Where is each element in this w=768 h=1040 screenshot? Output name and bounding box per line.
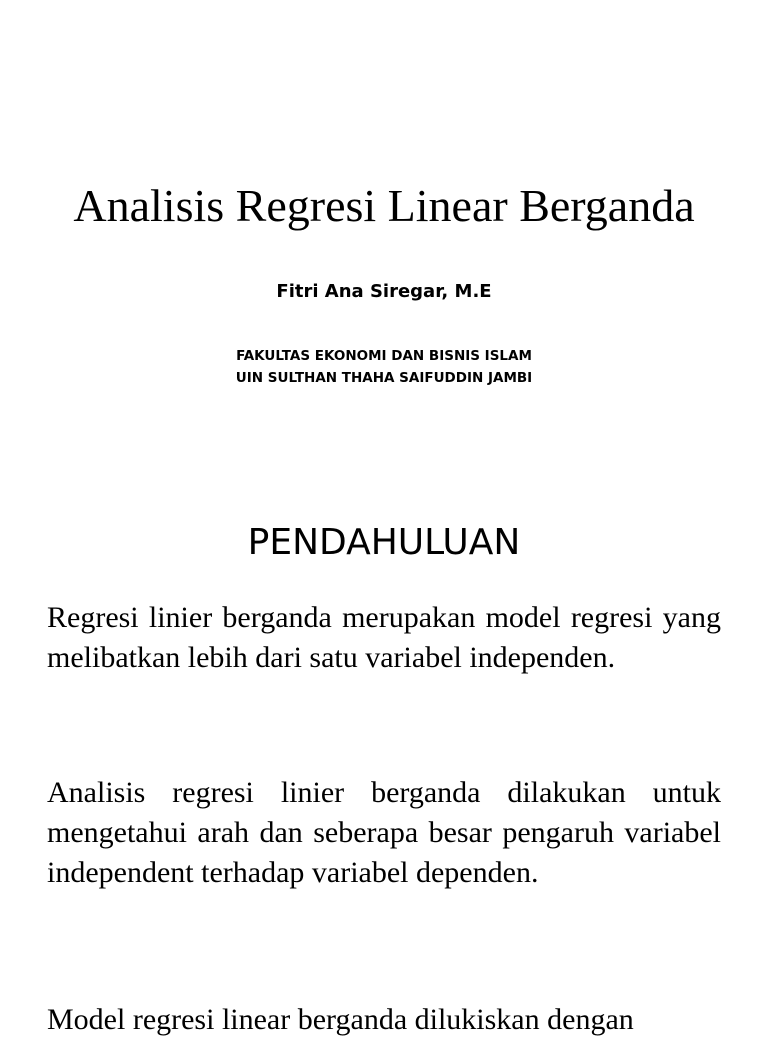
section-heading: PENDAHULUAN [247, 522, 521, 563]
institution-faculty: FAKULTAS EKONOMI DAN BISNIS ISLAM [236, 348, 532, 364]
document-title: Analisis Regresi Linear Berganda [73, 180, 695, 231]
title-slide [0, 0, 768, 470]
paragraph-purpose: Analisis regresi linier berganda dilakukan untuk mengetahui arah dan seberapa besar pengaruh variabel independent terhadap variabel dependen. [47, 776, 721, 889]
paragraph-definition: Regresi linier berganda merupakan model regresi yang melibatkan lebih dari satu variabel independen. [47, 601, 721, 674]
content-slide [0, 470, 768, 1036]
institution-university: UIN SULTHAN THAHA SAIFUDDIN JAMBI [235, 370, 533, 386]
author-name: Fitri Ana Siregar, M.E [276, 281, 492, 302]
institution-block [0, 345, 768, 389]
paragraph-model: Model regresi linear berganda dilukiskan dengan [47, 1003, 634, 1036]
